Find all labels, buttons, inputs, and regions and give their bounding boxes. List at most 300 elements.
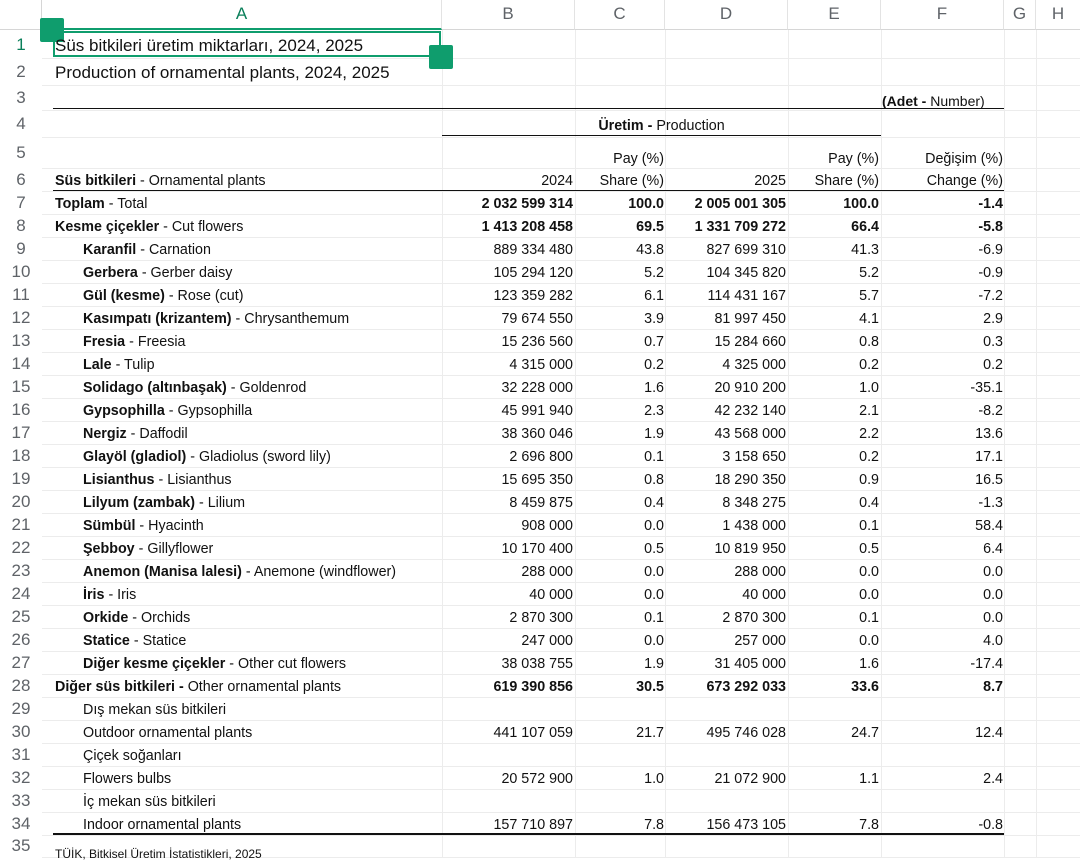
row-label-tr: Sümbül: [83, 518, 136, 534]
row-header-14[interactable]: 14: [11, 354, 31, 373]
cell-s2024[interactable]: 100.0: [628, 196, 664, 212]
cell-s2025[interactable]: 0.2: [859, 449, 879, 465]
column-header-b[interactable]: B: [442, 0, 575, 30]
row-label-en: - Iris: [104, 587, 137, 603]
row-label[interactable]: [55, 218, 243, 236]
row-header-23[interactable]: 23: [11, 561, 31, 580]
cell-s2025[interactable]: 0.0: [859, 633, 879, 649]
cell-v2025[interactable]: 3 158 650: [722, 449, 786, 465]
cell-s2025[interactable]: 2.1: [859, 403, 879, 419]
cell-v2025[interactable]: 40 000: [742, 587, 786, 603]
row-gridline: [42, 605, 1080, 606]
row-label-tr: Karanfil: [83, 242, 137, 258]
cell-s2024[interactable]: 0.0: [644, 564, 664, 580]
row-header-19[interactable]: 19: [11, 469, 31, 488]
row-label[interactable]: [55, 195, 147, 213]
cell-s2025[interactable]: 4.1: [859, 311, 879, 327]
header-rule: [53, 190, 1004, 191]
cell-v2025[interactable]: 81 997 450: [714, 311, 786, 327]
cell-chg[interactable]: -1.3: [978, 495, 1003, 511]
cell-s2025[interactable]: 1.0: [859, 380, 879, 396]
row-gridline: [42, 329, 1080, 330]
cell-s2024[interactable]: 69.5: [636, 219, 664, 235]
row-label-text: Outdoor ornamental plants: [83, 725, 253, 741]
cell-s2025[interactable]: 66.4: [851, 219, 879, 235]
cell-v2024[interactable]: 8 459 875: [509, 495, 573, 511]
row-header-11[interactable]: 11: [12, 285, 30, 304]
row-label-en: - Anemone (windflower): [241, 564, 397, 580]
cell-s2024[interactable]: 0.8: [644, 472, 664, 488]
cell-v2025[interactable]: 2 005 001 305: [694, 196, 786, 212]
column-header-h[interactable]: H: [1036, 0, 1080, 30]
row-label-en: - Gladiolus (sword lily): [186, 449, 331, 465]
row-label[interactable]: [83, 701, 226, 719]
cell-chg[interactable]: 4.0: [983, 633, 1003, 649]
row-header-5[interactable]: 5: [16, 143, 26, 162]
column-header-a[interactable]: A: [42, 0, 442, 30]
cell-s2025[interactable]: 5.7: [859, 288, 879, 304]
row-label-en: - Gypsophilla: [164, 403, 253, 419]
row-label-tr: Lale: [83, 357, 112, 373]
header-share-tr-2025[interactable]: Pay (%): [828, 151, 879, 167]
cell-chg[interactable]: 2.9: [983, 311, 1003, 327]
cell-chg[interactable]: 0.2: [983, 357, 1003, 373]
row-header-10[interactable]: 10: [11, 262, 31, 281]
row-header-33[interactable]: 33: [11, 791, 31, 810]
row-header-22[interactable]: 22: [11, 538, 31, 557]
source-note[interactable]: TÜİK, Bitkisel Üretim İstatistikleri, 2025: [55, 847, 262, 861]
row-header-7[interactable]: 7: [16, 193, 26, 212]
row-header-2[interactable]: 2: [16, 62, 26, 81]
cell-s2024[interactable]: 5.2: [644, 265, 664, 281]
header-label-column[interactable]: Süs bitkileri - Ornamental plants: [55, 173, 266, 189]
row-gridline: [42, 651, 1080, 652]
row-gridline: [42, 306, 1080, 307]
header-share-tr-2024[interactable]: Pay (%): [613, 151, 664, 167]
row-label[interactable]: [83, 586, 136, 604]
row-label-en: - Goldenrod: [226, 380, 307, 396]
header-share-en-2025[interactable]: Share (%): [814, 173, 879, 189]
row-header-3[interactable]: 3: [16, 88, 26, 107]
cell-s2025[interactable]: 0.8: [859, 334, 879, 350]
cell-v2024[interactable]: 889 334 480: [493, 242, 573, 258]
cell-v2025[interactable]: 288 000: [734, 564, 786, 580]
cell-s2025[interactable]: 5.2: [859, 265, 879, 281]
row-header-31[interactable]: 31: [11, 745, 31, 764]
cell-s2025[interactable]: 33.6: [851, 679, 879, 695]
row-label-en: - Daffodil: [126, 426, 188, 442]
row-label-en: - Lilium: [195, 495, 246, 511]
cell-v2025[interactable]: 10 819 950: [714, 541, 786, 557]
row-label[interactable]: [83, 333, 186, 351]
cell-s2025[interactable]: 0.1: [859, 518, 879, 534]
row-label-en: - Hyacinth: [135, 518, 204, 534]
row-label-en: Other ornamental plants: [183, 679, 342, 695]
cell-s2024[interactable]: 0.5: [644, 541, 664, 557]
column-header-g[interactable]: G: [1004, 0, 1036, 30]
cell-v2025[interactable]: 104 345 820: [706, 265, 786, 281]
row-label-tr: Gül (kesme): [83, 288, 165, 304]
row-label-en: - Total: [104, 196, 148, 212]
row-header-27[interactable]: 27: [11, 653, 31, 672]
row-label[interactable]: [83, 793, 216, 811]
cell-v2025[interactable]: 673 292 033: [706, 679, 786, 695]
row-label-en: - Gillyflower: [134, 541, 214, 557]
row-label-tr: Toplam: [55, 196, 105, 212]
cell-s2025[interactable]: 0.1: [859, 610, 879, 626]
row-gridline: [42, 260, 1080, 261]
row-header-24[interactable]: 24: [11, 584, 31, 603]
column-header-f[interactable]: F: [881, 0, 1004, 30]
header-year-2025[interactable]: 2025: [754, 173, 786, 189]
row-gridline: [42, 697, 1080, 698]
row-header-32[interactable]: 32: [11, 768, 31, 787]
row-header-13[interactable]: 13: [11, 331, 31, 350]
row-header-9[interactable]: 9: [16, 239, 26, 258]
cell-v2024[interactable]: 79 674 550: [501, 311, 573, 327]
cell-v2024[interactable]: 4 315 000: [509, 357, 573, 373]
row-gridline: [42, 835, 1080, 836]
row-label[interactable]: [83, 264, 232, 282]
row-label[interactable]: [83, 494, 245, 512]
row-label[interactable]: [83, 540, 213, 558]
row-label[interactable]: [83, 609, 190, 627]
cell-v2025[interactable]: 18 290 350: [714, 472, 786, 488]
cell-s2024[interactable]: 30.5: [636, 679, 664, 695]
row-gridline: [42, 58, 1080, 59]
row-label-tr: Lilyum (zambak): [83, 495, 196, 511]
cell-chg[interactable]: -35.1: [970, 380, 1003, 396]
row-gridline: [42, 582, 1080, 583]
cell-chg[interactable]: 0.0: [983, 564, 1003, 580]
row-label-tr: Diğer süs bitkileri -: [55, 679, 184, 695]
row-label-tr: Kasımpatı (krizantem): [83, 311, 232, 327]
cell-v2025[interactable]: 42 232 140: [714, 403, 786, 419]
cell-v2024[interactable]: 1 413 208 458: [481, 219, 573, 235]
row-label[interactable]: [83, 632, 186, 650]
row-header-30[interactable]: 30: [11, 722, 31, 741]
cell-chg[interactable]: -8.2: [978, 403, 1003, 419]
cell-v2024[interactable]: 105 294 120: [493, 265, 573, 281]
row-label-tr: Şebboy: [83, 541, 135, 557]
cell-s2025[interactable]: 2.2: [859, 426, 879, 442]
row-gridline: [42, 743, 1080, 744]
cell-v2025[interactable]: 156 473 105: [706, 817, 786, 833]
cell-s2024[interactable]: 1.9: [644, 656, 664, 672]
row-label[interactable]: [83, 471, 232, 489]
cell-v2025[interactable]: 43 568 000: [714, 426, 786, 442]
header-year-2024[interactable]: 2024: [541, 173, 573, 189]
row-gridline: [42, 490, 1080, 491]
cell-v2024[interactable]: 2 696 800: [509, 449, 573, 465]
cell-s2024[interactable]: 1.9: [644, 426, 664, 442]
row-label-en: - Tulip: [111, 357, 155, 373]
cell-s2025[interactable]: 0.0: [859, 587, 879, 603]
cell-s2024[interactable]: 6.1: [644, 288, 664, 304]
cell-chg[interactable]: -0.9: [978, 265, 1003, 281]
row-label-tr: Glayöl (gladiol): [83, 449, 187, 465]
cell-s2024[interactable]: 43.8: [636, 242, 664, 258]
cell-v2025[interactable]: 15 284 660: [714, 334, 786, 350]
row-gridline: [42, 237, 1080, 238]
cell-v2024[interactable]: 38 038 755: [501, 656, 573, 672]
row-gridline: [42, 559, 1080, 560]
selection-end-handle[interactable]: [429, 45, 453, 69]
row-label-en: - Cut flowers: [159, 219, 244, 235]
cell-s2024[interactable]: 0.2: [644, 357, 664, 373]
row-gridline: [42, 467, 1080, 468]
row-label[interactable]: [83, 310, 349, 328]
row-label[interactable]: [83, 425, 188, 443]
cell-chg[interactable]: 0.0: [983, 587, 1003, 603]
row-header-21[interactable]: 21: [11, 515, 31, 534]
row-label-tr: Solidago (altınbaşak): [83, 380, 227, 396]
cell-chg[interactable]: 12.4: [975, 725, 1003, 741]
row-label-tr: Lisianthus: [83, 472, 155, 488]
cell-v2025[interactable]: 1 438 000: [722, 518, 786, 534]
row-label[interactable]: [83, 287, 244, 305]
cell-s2024[interactable]: 0.0: [644, 518, 664, 534]
row-label-tr: Fresia: [83, 334, 126, 350]
row-label-text: Indoor ornamental plants: [83, 817, 242, 833]
cell-v2024[interactable]: 441 107 059: [493, 725, 573, 741]
cell-v2025[interactable]: 495 746 028: [706, 725, 786, 741]
row-label[interactable]: [83, 517, 204, 535]
row-label[interactable]: [83, 770, 171, 788]
row-header-35[interactable]: 35: [11, 836, 31, 855]
row-gridline: [42, 720, 1080, 721]
row-header-8[interactable]: 8: [16, 216, 26, 235]
row-gridline: [42, 444, 1080, 445]
row-label[interactable]: [83, 655, 346, 673]
cell-s2024[interactable]: 2.3: [644, 403, 664, 419]
header-group-rule: [442, 135, 881, 136]
cell-v2025[interactable]: 20 910 200: [714, 380, 786, 396]
row-header-15[interactable]: 15: [11, 377, 31, 396]
row-label-text: Flowers bulbs: [83, 771, 172, 787]
row-label-en: - Rose (cut): [164, 288, 244, 304]
cell-v2024[interactable]: 40 000: [529, 587, 573, 603]
row-gridline: [42, 283, 1080, 284]
row-label-tr: Gerbera: [83, 265, 138, 281]
cell-v2024[interactable]: 123 359 282: [493, 288, 573, 304]
cell-v2025[interactable]: 21 072 900: [714, 771, 786, 787]
cell-s2024[interactable]: 0.4: [644, 495, 664, 511]
cell-chg[interactable]: 2.4: [983, 771, 1003, 787]
row-gridline: [42, 168, 1080, 169]
cell-v2024[interactable]: 15 695 350: [501, 472, 573, 488]
row-label[interactable]: [83, 379, 306, 397]
cell-v2024[interactable]: 32 228 000: [501, 380, 573, 396]
cell-v2024[interactable]: 20 572 900: [501, 771, 573, 787]
row-header-6[interactable]: 6: [16, 170, 26, 189]
row-header-4[interactable]: 4: [16, 114, 26, 133]
row-label[interactable]: [83, 816, 241, 834]
unit-label[interactable]: (Adet - Number): [882, 93, 985, 109]
row-header-29[interactable]: 29: [11, 699, 31, 718]
cell-chg[interactable]: 0.0: [983, 610, 1003, 626]
cell-v2025[interactable]: 8 348 275: [722, 495, 786, 511]
row-label-tr: Anemon (Manisa lalesi): [83, 564, 242, 580]
row-gridline: [42, 674, 1080, 675]
row-label-tr: Gypsophilla: [83, 403, 165, 419]
cell-s2025[interactable]: 1.1: [859, 771, 879, 787]
cell-v2024[interactable]: 15 236 560: [501, 334, 573, 350]
row-label[interactable]: [83, 241, 211, 259]
row-gridline: [42, 191, 1080, 192]
cell-s2024[interactable]: 0.0: [644, 633, 664, 649]
row-label-tr: Kesme çiçekler: [55, 219, 160, 235]
row-gridline: [42, 352, 1080, 353]
row-header-28[interactable]: 28: [11, 676, 31, 695]
cell-chg[interactable]: 6.4: [983, 541, 1003, 557]
row-label[interactable]: [83, 563, 396, 581]
cell-v2024[interactable]: 2 032 599 314: [481, 196, 573, 212]
row-gridline: [42, 513, 1080, 514]
column-header-c[interactable]: C: [575, 0, 665, 30]
cell-chg[interactable]: -17.4: [970, 656, 1003, 672]
row-label-en: - Freesia: [125, 334, 186, 350]
cell-v2025[interactable]: 827 699 310: [706, 242, 786, 258]
row-label-text: Dış mekan süs bitkileri: [83, 702, 227, 718]
cell-chg[interactable]: 0.3: [983, 334, 1003, 350]
cell-v2024[interactable]: 908 000: [521, 518, 573, 534]
row-gridline: [42, 812, 1080, 813]
row-label-text: Çiçek soğanları: [83, 748, 182, 764]
row-label-en: - Statice: [129, 633, 187, 649]
row-header-20[interactable]: 20: [11, 492, 31, 511]
row-label-tr: Nergiz: [83, 426, 127, 442]
row-gridline: [42, 375, 1080, 376]
select-all-corner[interactable]: [0, 0, 42, 30]
cell-s2024[interactable]: 0.7: [644, 334, 664, 350]
row-label-en: - Orchids: [128, 610, 191, 626]
column-header-d[interactable]: D: [665, 0, 788, 30]
row-label-en: - Carnation: [136, 242, 211, 258]
cell-s2025[interactable]: 0.4: [859, 495, 879, 511]
cell-chg[interactable]: -7.2: [978, 288, 1003, 304]
cell-v2024[interactable]: 157 710 897: [493, 817, 573, 833]
table-title-en[interactable]: Production of ornamental plants, 2024, 2025: [55, 63, 390, 82]
row-gridline: [42, 536, 1080, 537]
cell-chg[interactable]: -5.8: [978, 219, 1003, 235]
row-gridline: [42, 398, 1080, 399]
cell-v2024[interactable]: 10 170 400: [501, 541, 573, 557]
cell-s2025[interactable]: 0.9: [859, 472, 879, 488]
cell-chg[interactable]: -1.4: [978, 196, 1003, 212]
row-header-1[interactable]: 1: [16, 35, 26, 54]
row-label-en: - Chrysanthemum: [231, 311, 350, 327]
row-header-26[interactable]: 26: [11, 630, 31, 649]
cell-s2024[interactable]: 0.1: [644, 610, 664, 626]
row-label-tr: Orkide: [83, 610, 129, 626]
cell-s2025[interactable]: 1.6: [859, 656, 879, 672]
row-gridline: [42, 85, 1080, 86]
top-rule: [53, 108, 1004, 109]
row-gridline: [42, 766, 1080, 767]
cell-v2024[interactable]: 45 991 940: [501, 403, 573, 419]
row-label[interactable]: [55, 678, 341, 696]
cell-s2024[interactable]: 0.1: [644, 449, 664, 465]
row-label[interactable]: [83, 448, 331, 466]
cell-chg[interactable]: 58.4: [975, 518, 1003, 534]
row-label-text: İç mekan süs bitkileri: [83, 794, 216, 810]
cell-chg[interactable]: -6.9: [978, 242, 1003, 258]
row-header-12[interactable]: 12: [11, 308, 31, 327]
cell-s2024[interactable]: 21.7: [636, 725, 664, 741]
cell-s2025[interactable]: 0.0: [859, 564, 879, 580]
cell-v2025[interactable]: 31 405 000: [714, 656, 786, 672]
cell-v2024[interactable]: 247 000: [521, 633, 573, 649]
cell-v2025[interactable]: 4 325 000: [722, 357, 786, 373]
cell-v2024[interactable]: 38 360 046: [501, 426, 573, 442]
row-label-tr: İris: [83, 587, 105, 603]
row-label-tr: Diğer kesme çiçekler: [83, 656, 226, 672]
header-change-tr[interactable]: Değişim (%): [925, 151, 1003, 167]
cell-s2025[interactable]: 7.8: [859, 817, 879, 833]
cell-chg[interactable]: 16.5: [975, 472, 1003, 488]
cell-s2025[interactable]: 100.0: [843, 196, 879, 212]
row-gridline: [42, 628, 1080, 629]
cell-s2025[interactable]: 41.3: [851, 242, 879, 258]
cell-v2024[interactable]: 288 000: [521, 564, 573, 580]
cell-v2025[interactable]: 1 331 709 272: [694, 219, 786, 235]
cell-s2024[interactable]: 0.0: [644, 587, 664, 603]
cell-s2025[interactable]: 0.5: [859, 541, 879, 557]
bottom-rule: [53, 833, 1004, 835]
row-label-tr: Statice: [83, 633, 130, 649]
cell-chg[interactable]: 17.1: [975, 449, 1003, 465]
column-header-e[interactable]: E: [788, 0, 881, 30]
row-header-25[interactable]: 25: [11, 607, 31, 626]
cell-v2025[interactable]: 114 431 167: [707, 288, 786, 304]
row-label-en: - Other cut flowers: [225, 656, 347, 672]
cell-v2024[interactable]: 2 870 300: [509, 610, 573, 626]
row-gridline: [42, 137, 1080, 138]
row-header-34[interactable]: 34: [11, 814, 31, 833]
row-label[interactable]: [83, 356, 155, 374]
cell-s2025[interactable]: 24.7: [851, 725, 879, 741]
row-gridline: [42, 421, 1080, 422]
cell-v2024[interactable]: 619 390 856: [493, 679, 573, 695]
row-label-en: - Gerber daisy: [137, 265, 233, 281]
row-label[interactable]: [83, 724, 252, 742]
cell-chg[interactable]: -0.8: [978, 817, 1003, 833]
row-header-18[interactable]: 18: [11, 446, 31, 465]
row-header-17[interactable]: 17: [11, 423, 31, 442]
cell-s2025[interactable]: 0.2: [859, 357, 879, 373]
cell-s2024[interactable]: 1.0: [644, 771, 664, 787]
cell-chg[interactable]: 13.6: [975, 426, 1003, 442]
header-change-en[interactable]: Change (%): [926, 173, 1003, 189]
row-label[interactable]: [83, 402, 252, 420]
cell-s2024[interactable]: 7.8: [644, 817, 664, 833]
cell-v2025[interactable]: 257 000: [734, 633, 786, 649]
row-label-en: - Lisianthus: [154, 472, 232, 488]
row-header-16[interactable]: 16: [11, 400, 31, 419]
cell-s2024[interactable]: 3.9: [644, 311, 664, 327]
row-label[interactable]: [83, 747, 182, 765]
cell-s2024[interactable]: 1.6: [644, 380, 664, 396]
header-share-en-2024[interactable]: Share (%): [599, 173, 664, 189]
row-gridline: [42, 789, 1080, 790]
cell-chg[interactable]: 8.7: [983, 679, 1003, 695]
table-title-tr[interactable]: Süs bitkileri üretim miktarları, 2024, 2025: [55, 36, 364, 55]
header-group-production[interactable]: Üretim - Production: [598, 118, 725, 134]
cell-v2025[interactable]: 2 870 300: [722, 610, 786, 626]
row-gridline: [42, 214, 1080, 215]
row-gridline: [42, 110, 1080, 111]
